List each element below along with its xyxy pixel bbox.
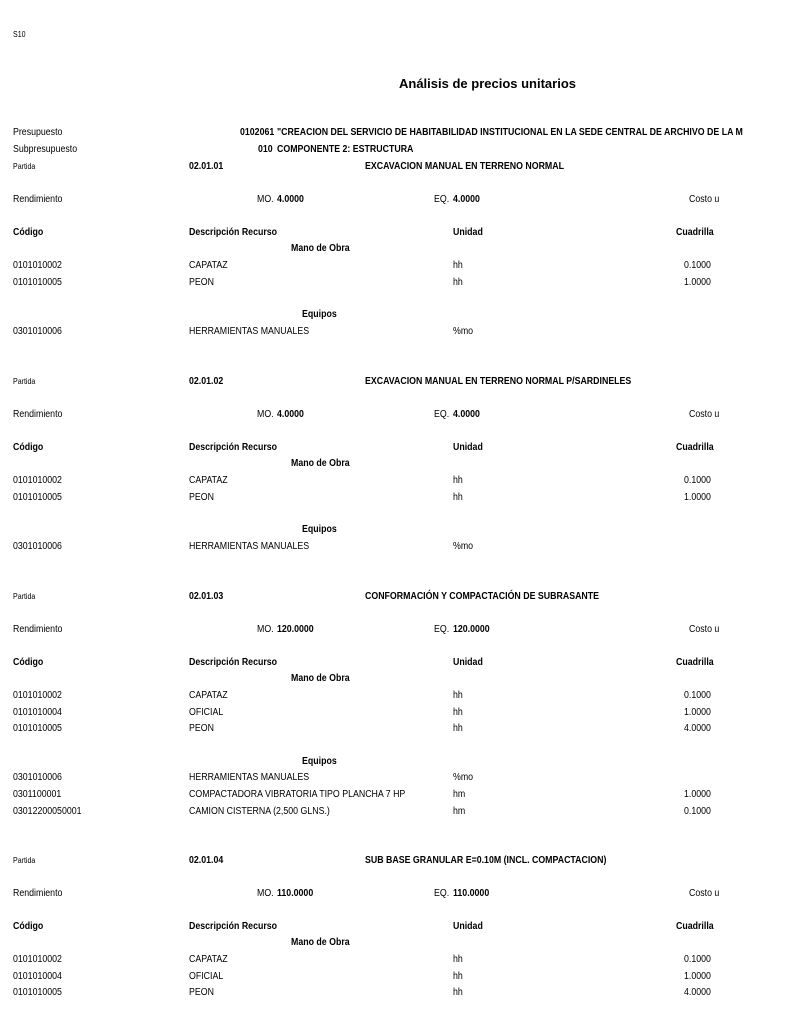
mo-label: MO. bbox=[257, 624, 274, 635]
resource-unidad: hh bbox=[453, 475, 463, 486]
section-mano-de-obra: Mano de Obra bbox=[291, 937, 350, 948]
equipment-codigo: 03012200050001 bbox=[13, 805, 82, 817]
subpresupuesto-code: 010 bbox=[258, 144, 273, 155]
col-header-cuadrilla: Cuadrilla bbox=[676, 442, 714, 453]
eq-label: EQ. bbox=[434, 888, 450, 899]
resource-cuadrilla: 0.1000 bbox=[684, 690, 711, 701]
equipment-codigo: 0301010006 bbox=[13, 772, 62, 784]
resource-codigo: 0101010002 bbox=[13, 260, 62, 271]
costo-label: Costo u bbox=[689, 624, 720, 635]
col-header-cuadrilla: Cuadrilla bbox=[676, 657, 714, 668]
mo-value: 4.0000 bbox=[277, 409, 304, 420]
subpresupuesto-label: Subpresupuesto bbox=[13, 144, 78, 155]
col-header-unidad: Unidad bbox=[453, 657, 483, 668]
equipment-description: COMPACTADORA VIBRATORIA TIPO PLANCHA 7 HP bbox=[189, 788, 406, 800]
section-mano-de-obra: Mano de Obra bbox=[291, 243, 350, 254]
costo-label-wrap bbox=[689, 624, 720, 636]
partida-code: 02.01.04 bbox=[189, 855, 224, 866]
resource-unidad: hh bbox=[453, 723, 463, 735]
mo-label: MO. bbox=[257, 194, 274, 205]
resource-description: PEON bbox=[189, 723, 214, 735]
section-mano-de-obra: Mano de Obra bbox=[291, 673, 350, 684]
resource-unidad: hh bbox=[453, 260, 463, 271]
mo-value: 110.0000 bbox=[277, 888, 314, 899]
equipment-unidad: hm bbox=[453, 788, 466, 800]
section-equipos: Equipos bbox=[302, 524, 337, 536]
page-title: Análisis de precios unitarios bbox=[399, 76, 576, 91]
eq-label: EQ. bbox=[434, 409, 450, 420]
resource-unidad: hh bbox=[453, 491, 463, 503]
section-mano-de-obra: Mano de Obra bbox=[291, 458, 350, 469]
resource-unidad: hh bbox=[453, 954, 463, 965]
col-header-codigo: Código bbox=[13, 442, 44, 453]
resource-codigo: 0101010005 bbox=[13, 987, 62, 999]
col-header-codigo: Código bbox=[13, 227, 44, 238]
resource-cuadrilla: 4.0000 bbox=[684, 987, 711, 999]
resource-cuadrilla: 1.0000 bbox=[684, 706, 711, 718]
costo-label: Costo u bbox=[689, 888, 720, 899]
resource-description: CAPATAZ bbox=[189, 690, 228, 701]
col-header-codigo: Código bbox=[13, 657, 44, 668]
resource-unidad: hh bbox=[453, 970, 463, 982]
equipment-description: CAMION CISTERNA (2,500 GLNS.) bbox=[189, 805, 330, 817]
resource-cuadrilla: 4.0000 bbox=[684, 723, 711, 735]
eq-value: 4.0000 bbox=[453, 194, 480, 205]
mo-label: MO. bbox=[257, 409, 274, 420]
col-header-descripcion: Descripción Recurso bbox=[189, 657, 278, 668]
partida-description: EXCAVACION MANUAL EN TERRENO NORMAL bbox=[365, 161, 564, 172]
col-header-codigo: Código bbox=[13, 921, 44, 932]
mo-label: MO. bbox=[257, 888, 274, 899]
col-header-descripcion: Descripción Recurso bbox=[189, 921, 278, 932]
resource-description: OFICIAL bbox=[189, 706, 224, 718]
partida-description: SUB BASE GRANULAR E=0.10M (INCL. COMPACTACION) bbox=[365, 855, 607, 866]
eq-value: 110.0000 bbox=[453, 888, 490, 899]
resource-codigo: 0101010004 bbox=[13, 706, 62, 718]
resource-cuadrilla: 0.1000 bbox=[684, 954, 711, 965]
partida-label: Partida bbox=[13, 592, 36, 601]
equipment-description: HERRAMIENTAS MANUALES bbox=[189, 325, 310, 337]
col-header-cuadrilla: Cuadrilla bbox=[676, 921, 714, 932]
mo-value: 4.0000 bbox=[277, 194, 304, 205]
presupuesto-code: 0102061 bbox=[240, 127, 275, 138]
resource-unidad: hh bbox=[453, 987, 463, 999]
col-header-descripcion: Descripción Recurso bbox=[189, 442, 278, 453]
presupuesto-desc-wrap bbox=[277, 127, 743, 139]
resource-codigo: 0101010002 bbox=[13, 690, 62, 701]
eq-value: 120.0000 bbox=[453, 624, 490, 635]
rendimiento-label: Rendimiento bbox=[13, 624, 63, 635]
equipment-codigo: 0301100001 bbox=[13, 788, 62, 800]
report-code: S10 bbox=[13, 30, 26, 39]
resource-description: PEON bbox=[189, 276, 214, 288]
costo-label: Costo u bbox=[689, 194, 720, 205]
equipment-cuadrilla: 0.1000 bbox=[684, 805, 711, 817]
rendimiento-label: Rendimiento bbox=[13, 194, 63, 205]
equipment-codigo: 0301010006 bbox=[13, 540, 62, 552]
resource-description: OFICIAL bbox=[189, 970, 224, 982]
subpresupuesto-desc: COMPONENTE 2: ESTRUCTURA bbox=[277, 144, 414, 155]
equipment-description: HERRAMIENTAS MANUALES bbox=[189, 772, 310, 784]
resource-description: CAPATAZ bbox=[189, 260, 228, 271]
equipment-unidad: %mo bbox=[453, 772, 474, 784]
partida-code: 02.01.03 bbox=[189, 591, 224, 602]
resource-codigo: 0101010004 bbox=[13, 970, 62, 982]
resource-description: PEON bbox=[189, 491, 214, 503]
costo-label: Costo u bbox=[689, 409, 720, 420]
partida-code: 02.01.01 bbox=[189, 161, 224, 172]
resource-codigo: 0101010005 bbox=[13, 276, 62, 288]
col-header-unidad: Unidad bbox=[453, 442, 483, 453]
eq-value: 4.0000 bbox=[453, 409, 480, 420]
section-equipos: Equipos bbox=[302, 755, 337, 767]
resource-unidad: hh bbox=[453, 276, 463, 288]
presupuesto-desc: "CREACION DEL SERVICIO DE HABITABILIDAD INSTITUCIONAL EN LA SEDE CENTRAL DE ARCHIVO DE LA M bbox=[277, 127, 743, 138]
resource-cuadrilla: 1.0000 bbox=[684, 491, 711, 503]
partida-description: EXCAVACION MANUAL EN TERRENO NORMAL P/SARDINELES bbox=[365, 376, 632, 387]
partida-label: Partida bbox=[13, 162, 36, 171]
equipment-description: HERRAMIENTAS MANUALES bbox=[189, 540, 310, 552]
resource-unidad: hh bbox=[453, 690, 463, 701]
resource-cuadrilla: 0.1000 bbox=[684, 475, 711, 486]
eq-label: EQ. bbox=[434, 624, 450, 635]
equipment-unidad: %mo bbox=[453, 540, 474, 552]
resource-cuadrilla: 0.1000 bbox=[684, 260, 711, 271]
section-equipos: Equipos bbox=[302, 309, 337, 321]
resource-codigo: 0101010005 bbox=[13, 491, 62, 503]
mo-value: 120.0000 bbox=[277, 624, 314, 635]
col-header-unidad: Unidad bbox=[453, 921, 483, 932]
eq-label: EQ. bbox=[434, 194, 450, 205]
resource-description: CAPATAZ bbox=[189, 954, 228, 965]
col-header-descripcion: Descripción Recurso bbox=[189, 227, 278, 238]
equipment-unidad: hm bbox=[453, 805, 466, 817]
col-header-cuadrilla: Cuadrilla bbox=[676, 227, 714, 238]
partida-label: Partida bbox=[13, 856, 36, 865]
partida-code: 02.01.02 bbox=[189, 376, 224, 387]
partida-description: CONFORMACIÓN Y COMPACTACIÓN DE SUBRASANTE bbox=[365, 591, 600, 602]
resource-codigo: 0101010005 bbox=[13, 723, 62, 735]
equipment-codigo: 0301010006 bbox=[13, 325, 62, 337]
resource-description: CAPATAZ bbox=[189, 475, 228, 486]
col-header-unidad: Unidad bbox=[453, 227, 483, 238]
resource-unidad: hh bbox=[453, 706, 463, 718]
resource-cuadrilla: 1.0000 bbox=[684, 276, 711, 288]
equipment-unidad: %mo bbox=[453, 325, 474, 337]
rendimiento-label: Rendimiento bbox=[13, 409, 63, 420]
resource-cuadrilla: 1.0000 bbox=[684, 970, 711, 982]
resource-codigo: 0101010002 bbox=[13, 954, 62, 965]
costo-label-wrap bbox=[689, 888, 720, 900]
rendimiento-label: Rendimiento bbox=[13, 888, 63, 899]
resource-description: PEON bbox=[189, 987, 214, 999]
costo-label-wrap bbox=[689, 409, 720, 421]
resource-codigo: 0101010002 bbox=[13, 475, 62, 486]
presupuesto-label: Presupuesto bbox=[13, 127, 63, 138]
partida-label: Partida bbox=[13, 377, 36, 386]
equipment-cuadrilla: 1.0000 bbox=[684, 788, 711, 800]
costo-label-wrap bbox=[689, 194, 720, 206]
